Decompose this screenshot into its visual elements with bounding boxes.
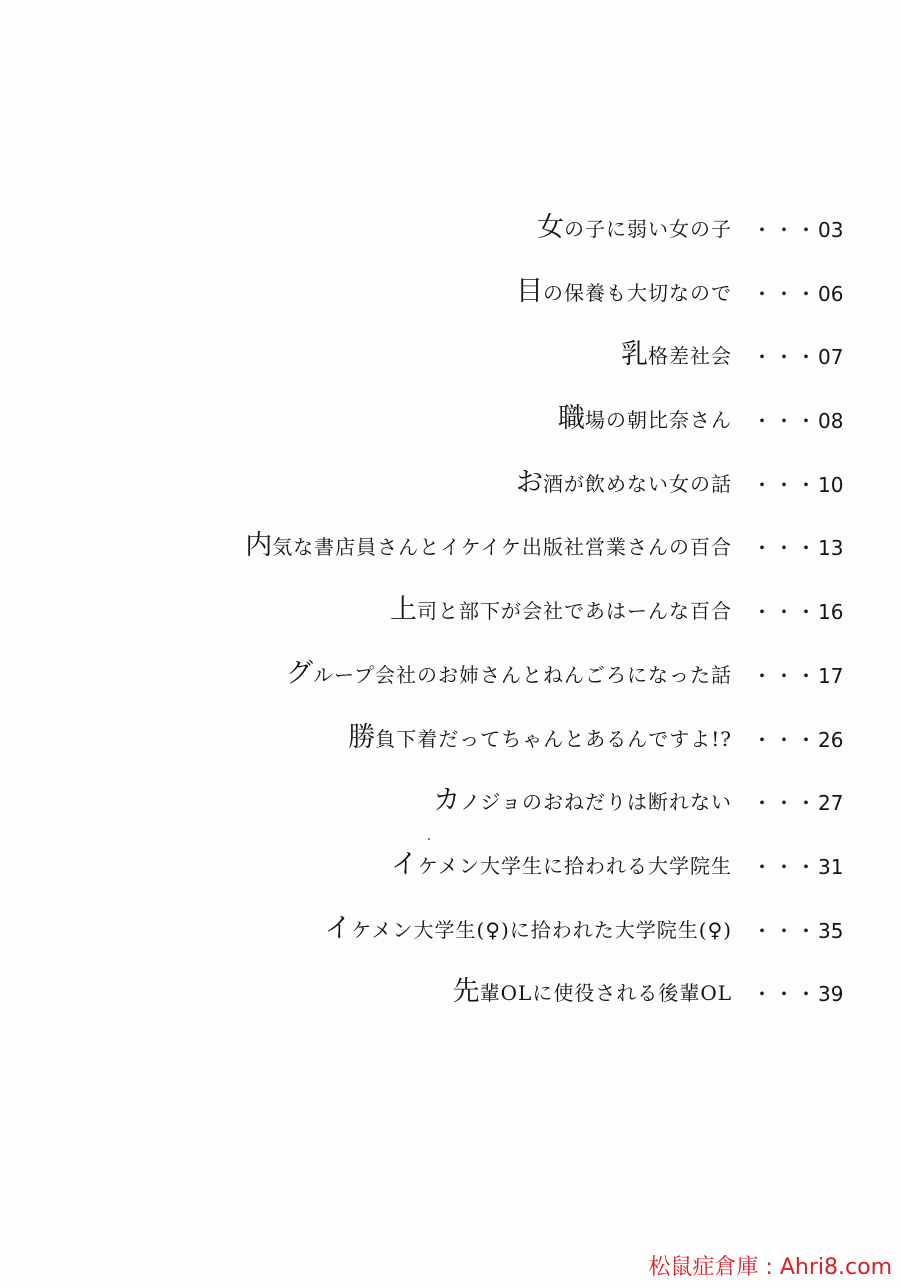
toc-entry-leader-dots: ・・・ [752, 854, 818, 879]
toc-entry-page [752, 915, 843, 947]
toc-entry-lead-char: 女 [537, 212, 564, 243]
toc-entry-title [391, 849, 732, 882]
toc-entry-title [433, 785, 732, 818]
toc-entry-title [245, 530, 732, 563]
table-of-contents [0, 208, 900, 1036]
toc-entry [0, 590, 900, 654]
toc-entry-title [516, 467, 732, 500]
toc-entry-page [752, 596, 843, 628]
toc-entry-title-text: 司と部下が会社であはーんな百合 [417, 599, 732, 624]
toc-entry-page-number: 27 [818, 791, 844, 816]
toc-entry-leader-dots: ・・・ [752, 727, 818, 752]
toc-entry-title-text: ケメン大学生(♀)に拾われた大学院生(♀) [351, 917, 732, 942]
toc-entry-page [752, 851, 843, 883]
toc-entry [0, 526, 900, 590]
toc-entry-page [752, 278, 843, 310]
toc-entry-title [390, 594, 732, 627]
toc-entry-page-number: 35 [818, 918, 844, 943]
toc-entry-lead-char: 勝 [348, 721, 376, 753]
scan-speck [428, 838, 430, 840]
watermark-text: 松鼠症倉庫 : Ahri8.com [648, 1255, 892, 1280]
toc-entry-leader-dots: ・・・ [752, 663, 818, 688]
toc-entry-page [752, 214, 843, 246]
toc-entry-lead-char: イ [390, 848, 418, 880]
toc-entry-title [537, 212, 732, 245]
toc-entry [0, 718, 900, 782]
toc-entry-page-number: 17 [818, 663, 844, 688]
toc-entry-lead-char: 内 [245, 530, 273, 562]
toc-entry-lead-char: 先 [452, 976, 480, 1008]
toc-entry-page-number: 03 [818, 218, 844, 242]
toc-entry-lead-char: グ [286, 657, 313, 689]
toc-entry-page [752, 405, 843, 437]
toc-entry [0, 463, 900, 527]
toc-entry-page [752, 660, 843, 692]
toc-entry-lead-char: 上 [390, 594, 417, 626]
toc-entry [0, 335, 900, 399]
toc-entry-title-text: 輩OLに使役される後輩OL [479, 981, 732, 1006]
toc-entry-page-number: 06 [818, 281, 844, 306]
toc-entry-title-text: 気な書店員さんとイケイケ出版社営業さんの百合 [272, 535, 732, 560]
toc-entry-title-text: の子に弱い女の子 [564, 217, 732, 241]
toc-entry-leader-dots: ・・・ [752, 536, 818, 561]
toc-entry-leader-dots: ・・・ [752, 472, 818, 497]
toc-entry-title [348, 722, 732, 755]
toc-entry-title [621, 339, 732, 372]
toc-entry-title [324, 913, 732, 946]
toc-entry-title-text: ケメン大学生に拾われる大学院生 [417, 853, 732, 878]
toc-entry-page [752, 978, 843, 1010]
toc-entry-page-number: 08 [818, 409, 844, 434]
toc-entry-page [752, 787, 843, 819]
toc-entry-page-number: 07 [818, 345, 844, 370]
toc-entry-title-text: 場の朝比奈さん [585, 408, 732, 433]
toc-entry-title-text: 負下着だってちゃんとあるんですよ!? [375, 726, 732, 751]
toc-entry [0, 208, 900, 272]
toc-entry-page-number: 39 [818, 982, 844, 1007]
toc-entry-lead-char: 乳 [621, 339, 648, 371]
toc-entry-title [286, 658, 732, 691]
toc-entry-page [752, 341, 843, 373]
toc-entry [0, 272, 900, 336]
toc-entry-title-text: 格差社会 [648, 344, 732, 369]
toc-entry-leader-dots: ・・・ [752, 982, 818, 1007]
toc-entry [0, 845, 900, 909]
toc-entry-leader-dots: ・・・ [752, 600, 818, 625]
toc-entry-page [752, 469, 843, 501]
toc-entry-lead-char: お [516, 466, 543, 498]
toc-entry-page [752, 532, 843, 564]
toc-entry [0, 972, 900, 1036]
toc-entry [0, 399, 900, 463]
toc-entry-page-number: 31 [818, 854, 844, 879]
toc-entry-leader-dots: ・・・ [752, 345, 818, 370]
toc-entry-title [453, 976, 732, 1009]
toc-entry-page-number: 10 [818, 472, 844, 497]
toc-entry-leader-dots: ・・・ [752, 409, 818, 434]
toc-entry-page [752, 724, 843, 756]
toc-entry-lead-char: イ [324, 912, 352, 944]
toc-entry-page-number: 13 [818, 536, 844, 561]
toc-entry-lead-char: カ [433, 785, 461, 817]
toc-entry-leader-dots: ・・・ [752, 281, 818, 306]
toc-entry-title [558, 403, 732, 436]
toc-entry-title-text: ループ会社のお姉さんとねんごろになった話 [313, 662, 732, 687]
toc-entry-leader-dots: ・・・ [752, 791, 818, 816]
toc-entry-leader-dots: ・・・ [752, 218, 818, 242]
toc-entry-lead-char: 目 [516, 275, 543, 307]
toc-entry-leader-dots: ・・・ [752, 918, 818, 943]
toc-entry [0, 654, 900, 718]
toc-entry-title-text: ノジョのおねだりは断れない [460, 790, 732, 815]
toc-entry-title [516, 276, 732, 309]
toc-entry-lead-char: 職 [558, 403, 585, 435]
toc-entry [0, 909, 900, 973]
toc-entry [0, 781, 900, 845]
toc-entry-title-text: の保養も大切なので [543, 280, 732, 305]
toc-entry-page-number: 16 [818, 600, 844, 625]
toc-entry-page-number: 26 [818, 727, 844, 752]
toc-entry-title-text: 酒が飲めない女の話 [543, 471, 732, 496]
